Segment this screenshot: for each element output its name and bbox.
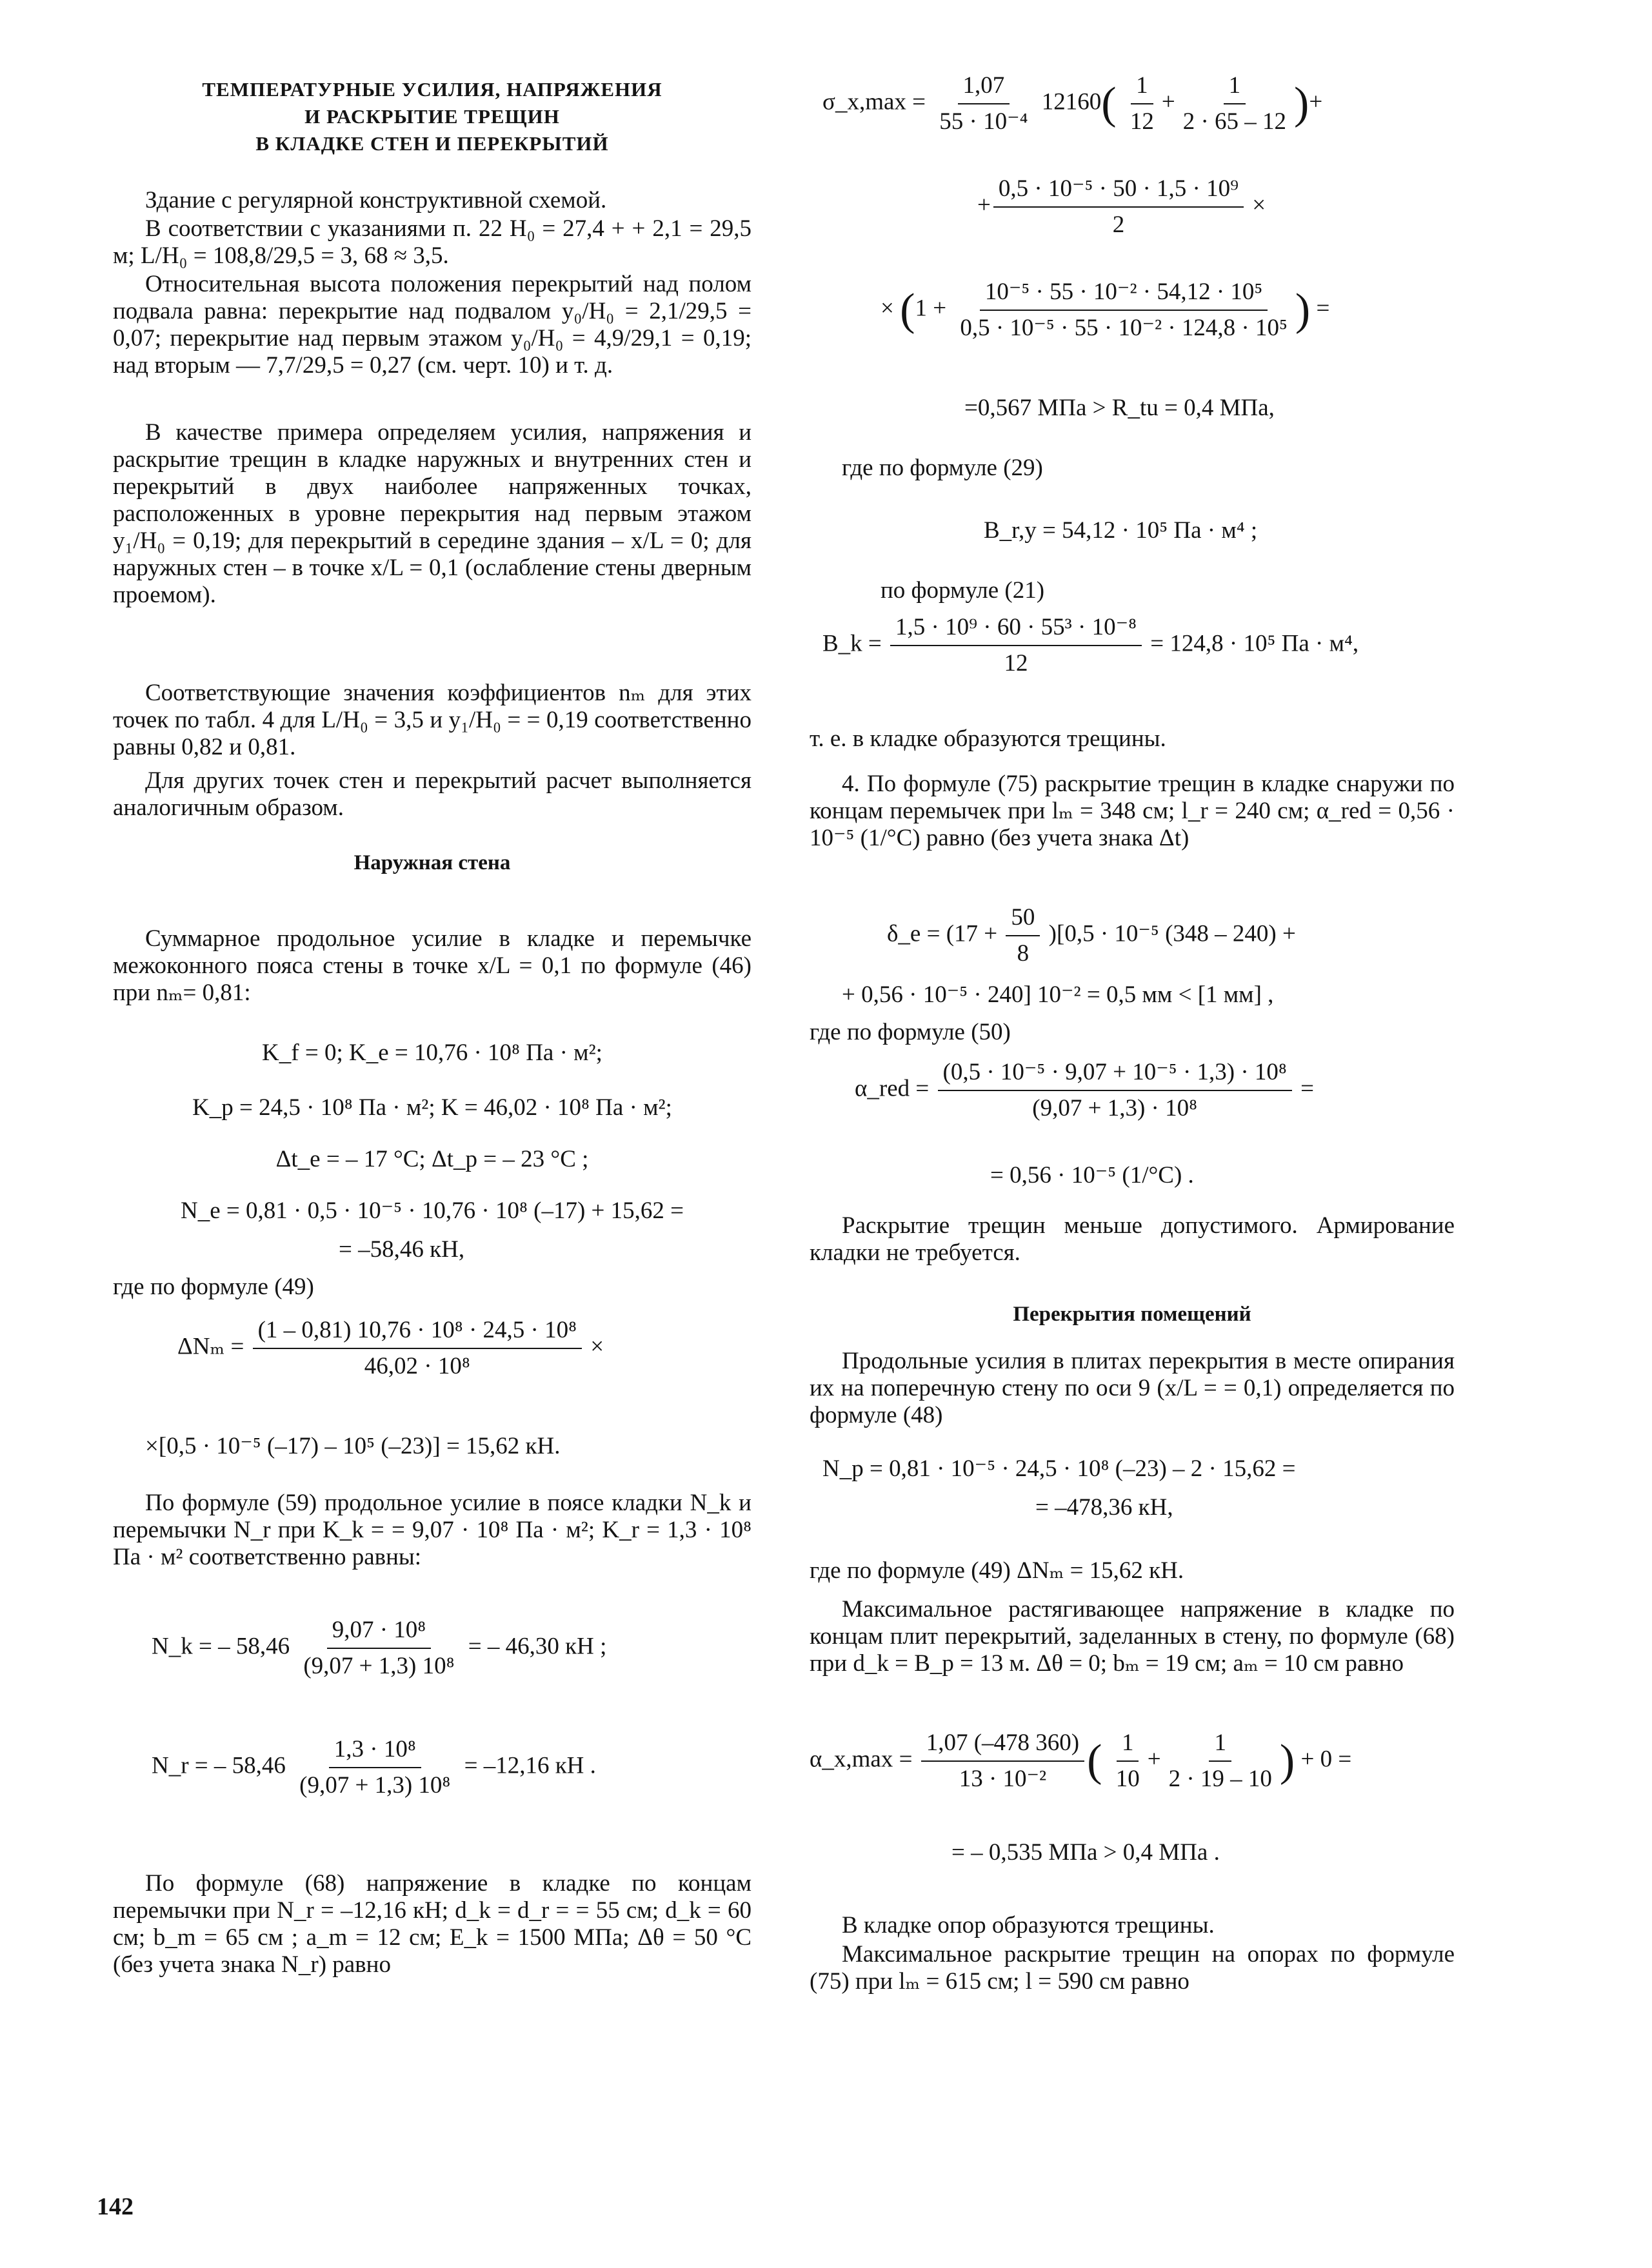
- paragraph: Продольные усилия в плитах перекрытия в месте опирания их на поперечную стену по оси 9 (x/L = = 0,1) определяется по формуле (48): [810, 1348, 1455, 1428]
- numerator: 0,5 · 10⁻⁵ · 50 · 1,5 · 10⁹: [993, 174, 1244, 208]
- equation: = –478,36 кН,: [1035, 1494, 1173, 1521]
- numerator: (1 – 0,81) 10,76 · 10⁸ · 24,5 · 10⁸: [253, 1316, 582, 1349]
- paragraph: Максимальное растягивающее напряжение в кладке по концам плит перекрытий, заделанных в стену, по формуле (68) при d_k = B_p = 13 м. Δθ = 0; bₘ = 19 см; aₘ = 10 см равно: [810, 1596, 1455, 1677]
- equation: N_e = 0,81 · 0,5 · 10⁻⁵ · 10,76 · 10⁸ (–17) + 15,62 =: [181, 1198, 684, 1224]
- equation: K_f = 0; K_e = 10,76 · 10⁸ Па · м²;: [262, 1040, 602, 1066]
- equation-fraction: + $\frac{\text{0,5 · 10⁻⁵ · 50 · 1,5 · 10⁹}}{2}$ ×: [977, 174, 1455, 240]
- paren-right: ): [1279, 1736, 1295, 1786]
- equation: ×[0,5 · 10⁻⁵ (–17) – 10⁵ (–23)] = 15,62 кН.: [145, 1433, 561, 1459]
- paragraph: Для других точек стен и перекрытий расчет выполняется аналогичным образом.: [113, 767, 751, 821]
- equation: K_p = 24,5 · 10⁸ Па · м²; K = 46,02 · 10⁸ Па · м²;: [192, 1094, 672, 1121]
- paragraph: где по формуле (49) ΔNₘ = 15,62 кН.: [810, 1557, 1184, 1584]
- paragraph: В соответствии с указаниями п. 22 H₀ = 27,4 + + 2,1 = 29,5 м; L/H₀ = 108,8/29,5 = 3, 68 ≈ 3,5.: [113, 215, 751, 269]
- paragraph: по формуле (21): [881, 577, 1045, 604]
- equation: N_p = 0,81 · 10⁻⁵ · 24,5 · 10⁸ (–23) – 2 · 15,62 =: [822, 1455, 1296, 1482]
- numerator: 9,07 · 10⁸: [327, 1615, 431, 1649]
- title-line-2: И РАСКРЫТИЕ ТРЕЩИН: [304, 105, 560, 128]
- numerator: 1,5 · 10⁹ · 60 · 55³ · 10⁻⁸: [890, 613, 1142, 646]
- equation-fraction: [887, 903, 1455, 969]
- fraction: [921, 1728, 1084, 1794]
- subsection-heading: Наружная стена: [353, 851, 511, 874]
- fraction: [890, 613, 1142, 678]
- eq-rhs: = –12,16 кН .: [464, 1752, 596, 1779]
- fraction: [1164, 1728, 1277, 1794]
- paren-right: ): [1294, 79, 1309, 128]
- fraction: [1125, 71, 1159, 137]
- title-line-3: В КЛАДКЕ СТЕН И ПЕРЕКРЫТИЙ: [255, 132, 609, 155]
- paragraph: где по формуле (29): [842, 455, 1043, 481]
- eq-tail: ×: [1252, 192, 1266, 219]
- numerator: 10⁻⁵ · 55 · 10⁻² · 54,12 · 10⁵: [980, 277, 1268, 311]
- equation: B_r,y = 54,12 · 10⁵ Па · м⁴ ;: [984, 517, 1258, 544]
- fraction: [993, 174, 1244, 240]
- equation-fraction: [177, 1316, 751, 1381]
- fraction: [1178, 71, 1291, 137]
- equation-fraction: [152, 1615, 751, 1681]
- equation-fraction: [152, 1735, 751, 1800]
- eq-tail: +: [1309, 88, 1323, 115]
- denominator: 2: [1112, 212, 1125, 238]
- equation-fraction: α_x,max = $\frac{1,07 (-478 360)}{\text{13 · 10⁻²}}$ ( $\frac{1}{10}$ + $\frac{1}{2 \cdot 19 - 10}$ ) + 0 =: [810, 1728, 1455, 1794]
- denominator: 46,02 · 10⁸: [364, 1353, 470, 1379]
- fraction: [294, 1735, 455, 1800]
- paren-left: (: [1101, 79, 1117, 128]
- equation: + 0,56 · 10⁻⁵ · 240] 10⁻² = 0,5 мм < [1 мм] ,: [842, 981, 1274, 1008]
- fraction: [938, 1058, 1292, 1123]
- paragraph: т. е. в кладке образуются трещины.: [810, 725, 1166, 752]
- fraction: [1006, 903, 1040, 969]
- eq-lhs: B_k =: [822, 630, 882, 657]
- equation-fraction: [822, 613, 1455, 678]
- numerator: 1: [1224, 71, 1246, 104]
- denominator: 0,5 · 10⁻⁵ · 55 · 10⁻² · 124,8 · 10⁵: [960, 315, 1288, 341]
- eq-lhs: N_k = – 58,46: [152, 1633, 290, 1660]
- numerator: 1,07 (–478 360): [921, 1728, 1084, 1762]
- eq-tail: + 0 =: [1300, 1746, 1352, 1773]
- subsection-heading: Перекрытия помещений: [1013, 1303, 1251, 1326]
- fraction: [253, 1316, 582, 1381]
- paren-left: (: [1087, 1736, 1102, 1786]
- paragraph: Раскрытие трещин меньше допустимого. Армирование кладки не требуется.: [810, 1212, 1455, 1266]
- numerator: 1: [1131, 71, 1153, 104]
- paragraph: Суммарное продольное усилие в кладке и перемычке межоконного пояса стены в точке x/L = 0,1 по формуле (46) при nₘ= 0,81:: [113, 925, 751, 1006]
- eq-rhs: )[0,5 · 10⁻⁵ (348 – 240) +: [1048, 920, 1296, 947]
- paragraph: Здание с регулярной конструктивной схемой.: [145, 187, 607, 213]
- denominator: (9,07 + 1,3) · 10⁸: [1032, 1095, 1198, 1121]
- paragraph: В кладке опор образуются трещины.: [842, 1912, 1215, 1938]
- numerator: 1,3 · 10⁸: [329, 1735, 421, 1768]
- numerator: 1,07: [958, 71, 1010, 104]
- denominator: (9,07 + 1,3) 10⁸: [299, 1772, 451, 1799]
- numerator: 50: [1006, 903, 1040, 936]
- denominator: 12: [1130, 108, 1154, 135]
- equation: =0,567 МПа > R_tu = 0,4 МПа,: [964, 395, 1275, 421]
- denominator: 12: [1004, 650, 1028, 676]
- paragraph: Относительная высота положения перекрытий над полом подвала равна: перекрытие над подвалом y₀/H₀ = 2,1/29,5 = 0,07; перекрытие над первым этажом y₀/H₀ = 4,9/29,1 = 0,19; над вторым — 7,7/29,5 = 0,27 (см. черт. 10) и т. д.: [113, 271, 751, 379]
- denominator: 10: [1115, 1766, 1140, 1792]
- eq-lhs: δ_e = (17 +: [887, 920, 998, 947]
- numerator: 1: [1117, 1728, 1139, 1762]
- eq-tail: ×: [590, 1333, 604, 1360]
- fraction: [934, 71, 1033, 137]
- numerator: (0,5 · 10⁻⁵ · 9,07 + 10⁻⁵ · 1,3) · 10⁸: [938, 1058, 1292, 1091]
- eq-lhs: N_r = – 58,46: [152, 1752, 286, 1779]
- paragraph: Максимальное раскрытие трещин на опорах по формуле (75) при lₘ = 615 см; l = 590 см равно: [810, 1941, 1455, 1995]
- paragraph: Соответствующие значения коэффициентов nₘ для этих точек по табл. 4 для L/H₀ = 3,5 и y₁/H₀ = = 0,19 соответственно равны 0,82 и 0,81.: [113, 680, 751, 760]
- paragraph: 4. По формуле (75) раскрытие трещин в кладке снаружи по концам перемычек при lₘ = 348 см; l_r = 240 см; α_red = 0,56 · 10⁻⁵ (1/°С) равно (без учета знака Δt): [810, 771, 1455, 851]
- eq-rhs: = 124,8 · 10⁵ Па · м⁴,: [1150, 630, 1359, 657]
- equation: = 0,56 · 10⁻⁵ (1/°С) .: [990, 1162, 1194, 1188]
- paragraph: По формуле (68) напряжение в кладке по концам перемычки при N_r = –12,16 кН; d_k = d_r = = 55 см; d_k = 60 см; b_m = 65 см ; a_m = 12 см; E_k = 1500 МПа; Δθ = 50 °С (без учета знака N_r) равно: [113, 1870, 751, 1978]
- eq-lhs: α_x,max =: [810, 1746, 913, 1773]
- denominator: 8: [1017, 940, 1030, 967]
- paragraph: В качестве примера определяем усилия, напряжения и раскрытие трещин в кладке наружных и внутренних стен и перекрытий в двух наиболее напряженных точках, расположенных в уровне перекрытия над первым этажом y₁/H₀ = 0,19; для перекрытий в середине здания – x/L = 0; для наружных стен – в точке x/L = 0,1 (ослабление стены дверным проемом).: [113, 419, 751, 608]
- paragraph: По формуле (59) продольное усилие в поясе кладки N_k и перемычки N_r при K_k = = 9,07 · 10⁸ Па · м²; K_r = 1,3 · 10⁸ Па · м² соответственно равны:: [113, 1490, 751, 1570]
- title-line-1: ТЕМПЕРАТУРНЫЕ УСИЛИЯ, НАПРЯЖЕНИЯ: [202, 78, 662, 101]
- eq-rhs: =: [1300, 1075, 1314, 1102]
- denominator: 2 · 65 – 12: [1182, 108, 1287, 135]
- equation-fraction: × (1 + $\frac{\text{10⁻⁵ · 55 · 10⁻² · 54,12 · 10⁵}}{\text{0,5 · 10⁻⁵ · 55 · 10⁻² · 124,8 · 10⁵}}$ ) =: [881, 277, 1455, 343]
- denominator: 2 · 19 – 10: [1168, 1766, 1272, 1792]
- paren-left: (: [900, 285, 915, 335]
- fraction: [298, 1615, 459, 1681]
- eq-mid: 12160: [1041, 88, 1102, 115]
- eq-rhs: = – 46,30 кН ;: [468, 1633, 607, 1660]
- equation: = – 0,535 МПа > 0,4 МПа .: [951, 1839, 1220, 1866]
- eq-lhs: ΔNₘ =: [177, 1333, 244, 1360]
- equation-fraction: [855, 1058, 1455, 1123]
- equation: = –58,46 кН,: [339, 1236, 465, 1263]
- paren-right: ): [1295, 285, 1311, 335]
- fraction: [955, 277, 1293, 343]
- denominator: 55 · 10⁻⁴: [939, 108, 1028, 135]
- paragraph: где по формуле (49): [113, 1274, 314, 1300]
- denominator: 13 · 10⁻²: [959, 1766, 1047, 1792]
- numerator: 1: [1209, 1728, 1231, 1762]
- section-title: [113, 76, 751, 157]
- denominator: (9,07 + 1,3) 10⁸: [303, 1653, 455, 1679]
- equation-fraction: σ_x,max = $\frac{1,07}{\text{55 · 10⁻⁴}}$ 12160( $\frac{1}{12}$ + $\frac{1}{2 \cdot 65 - 12}$ )+: [822, 71, 1455, 137]
- eq-lhs: σ_x,max =: [822, 88, 926, 115]
- eq-lhs: α_red =: [855, 1075, 930, 1102]
- paragraph: где по формуле (50): [810, 1019, 1011, 1045]
- equation: Δt_e = – 17 °С; Δt_p = – 23 °С ;: [275, 1146, 589, 1172]
- fraction: [1111, 1728, 1145, 1794]
- page-number: 142: [97, 2193, 134, 2220]
